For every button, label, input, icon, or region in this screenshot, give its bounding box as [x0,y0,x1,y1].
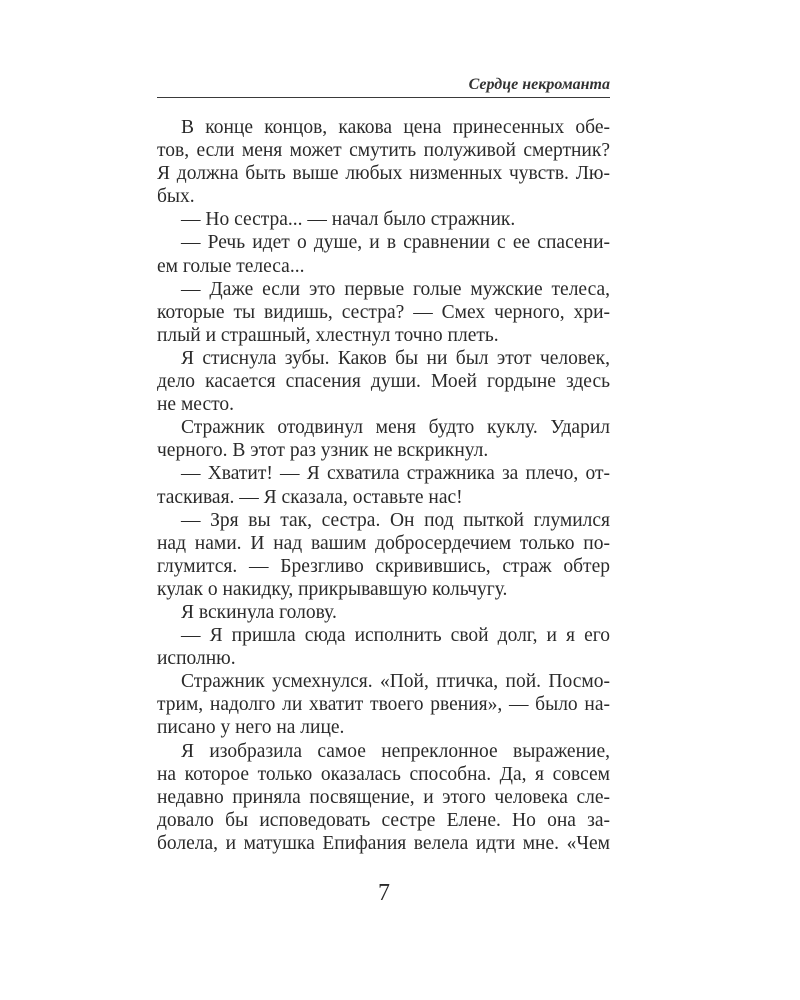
text-line: черного. В этот раз узник не вскрикнул. [157,440,489,462]
paragraph [157,231,610,277]
paragraph [157,347,610,416]
text-line: Стражник отодвинул меня будто куклу. Ударил [181,417,610,439]
text-line: Я стиснула зубы. Каков бы ни был этот человек, [181,347,610,369]
text-line: ем голые телеса... [157,255,305,277]
text-line: не место. [157,394,234,416]
running-title: Сердце некроманта [468,76,610,93]
text-line: — Даже если это первые голые мужские телеса, [181,278,610,300]
text-line: Я изобразила самое непреклонное выражение, [181,740,610,762]
paragraph [157,278,610,347]
text-line: В конце концов, какова цена принесенных обе- [181,117,610,138]
text-line: глумится. — Брезгливо скривившись, страж обтер [157,555,610,577]
text-line: — Я пришла сюда исполнить свой долг, и я его [181,625,610,647]
text-line: Я вскинула голову. [181,601,337,623]
body-text [157,116,610,855]
text-line: на которое только оказалась способна. Да, я совсем [157,763,610,785]
paragraph [157,624,610,670]
paragraph [157,740,610,855]
text-line: дело касается спасения души. Моей гордыне здесь [157,371,610,393]
text-line: Стражник усмехнулся. «Пой, птичка, пой. Посмо- [181,671,610,693]
paragraph [157,601,610,624]
paragraph [157,116,610,208]
text-line: — Зря вы так, сестра. Он под пыткой глумился [181,509,610,531]
text-line: — Хватит! — Я схватила стражника за плечо, от- [181,463,610,485]
paragraph [157,462,610,508]
text-line: над нами. И над вашим добросердечием только по- [157,532,610,554]
text-line: болела, и матушка Епифания велела идти мне. «Чем [157,832,610,854]
page-number: 7 [378,880,390,906]
text-line: довало бы исповедовать сестре Елене. Но она за- [157,809,610,831]
text-line: писано у него на лице. [157,717,345,739]
paragraph [157,416,610,462]
text-line: — Но сестра... — начал было стражник. [181,209,516,231]
paragraph [157,509,610,601]
paragraph [157,208,610,231]
text-line: таскивая. — Я сказала, оставьте нас! [157,486,463,508]
text-line: трим, надолго ли хватит твоего рвения», — было на- [157,694,610,716]
text-line: недавно приняла посвящение, и этого человека сле- [157,786,610,808]
text-line: тов, если меня может смутить полуживой смертник? [157,140,610,162]
text-line: кулак о накидку, прикрывавшую кольчугу. [157,578,508,600]
text-line: — Речь идет о душе, и в сравнении с ее спасени- [181,232,610,254]
text-line: бых. [157,186,195,208]
text-line: которые ты видишь, сестра? — Смех черного, хри- [157,301,610,323]
text-line: плый и страшный, хлестнул точно плеть. [157,324,499,346]
text-line: Я должна быть выше любых низменных чувств. Лю- [157,163,610,185]
header-rule [157,97,610,98]
text-line: исполню. [157,648,236,670]
paragraph [157,670,610,739]
